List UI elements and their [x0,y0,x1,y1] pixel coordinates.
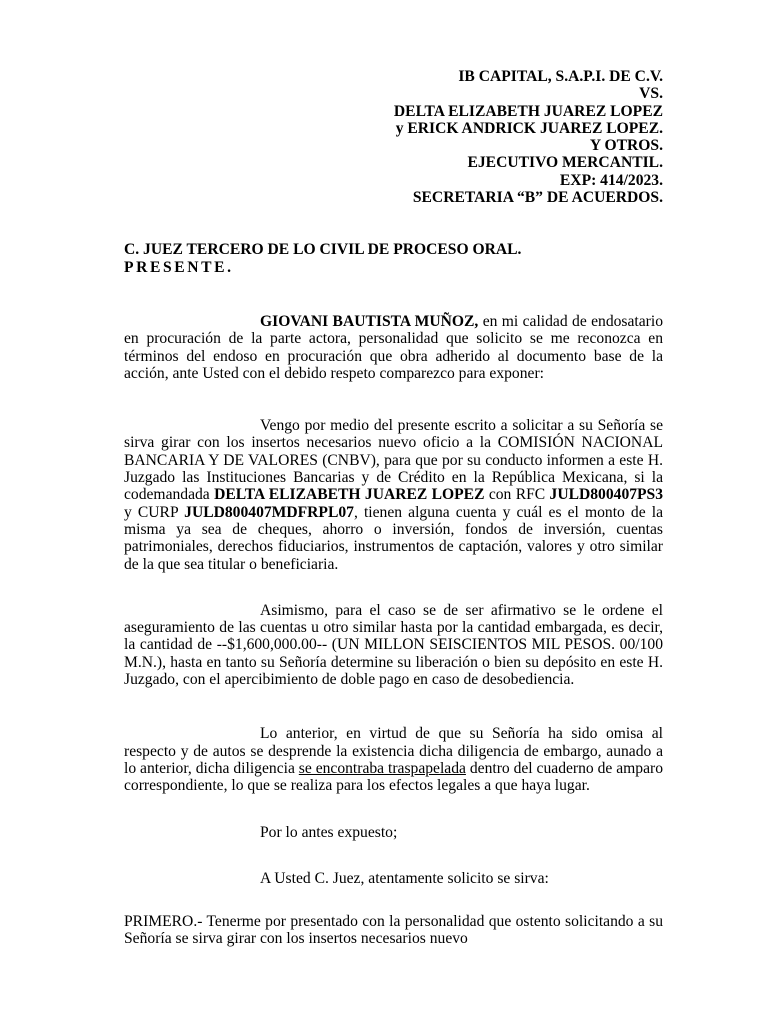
request-text-1: Vengo por medio del presente escrito a solicitar a su Señoría se sirva girar con los insertos necesarios nuevo oficio a la COMISIÓN NACIONAL BANCARIA Y DE VALORES (CNBV), para que por su conducto informen a este H. Juzgado las Instituciones Bancarias y de Crédito en la República Mexicana, si la codemandada [124,417,663,504]
caption-file-number: EXP: 414/2023. [559,171,663,189]
underlined-phrase: se encontraba traspapelada [298,759,466,777]
intro-text: en mi calidad de endosatario en procuración de la parte actora, personalidad que solicito se me reconozca en términos del endoso en procuración que obra adherido al documento base de la acción, ante Usted con el debido respeto comparezco para exponer: [124,312,663,382]
caption-others: Y OTROS. [589,137,663,155]
caption-proceeding: EJECUTIVO MERCANTIL. [467,154,663,172]
primero-paragraph: PRIMERO.- Tenerme por presentado con la personalidad que ostento solicitando a su Señoría se sirva girar con los insertos necesarios nuevo [124,913,663,948]
solicito-line: A Usted C. Juez, atentamente solicito se sirva: [260,869,549,887]
attorney-name: GIOVANI BAUTISTA MUÑOZ, [260,312,479,330]
case-caption [124,68,663,206]
addressee-judge: C. JUEZ TERCERO DE LO CIVIL DE PROCESO ORAL. [124,241,522,259]
caption-defendant-1: DELTA ELIZABETH JUAREZ LOPEZ [393,102,663,120]
addressee-presente: PRESENTE. [124,258,234,276]
request-text-4: , tienen alguna cuenta y cuál es el monto de la misma ya sea de cheques, ahorro o inversión, fondos de inversión, cuentas patrimoniales, derechos fiduciarios, instrumentos de captación, valores y otro similar de la que sea titular o beneficiaria. [124,503,663,573]
document-page [124,68,663,948]
caption-defendant-2: y ERICK ANDRICK JUAREZ LOPEZ. [395,119,663,137]
caption-plaintiff: IB CAPITAL, S.A.P.I. DE C.V. [458,68,663,85]
curp-value: JULD800407MDFRPL07 [184,503,354,521]
caption-secretariat: SECRETARIA “B” DE ACUERDOS. [412,189,663,207]
addressee [124,241,663,276]
rfc-value: JULD800407PS3 [549,486,664,504]
expuesto-line: Por lo antes expuesto; [260,823,398,841]
anterior-text-1: Lo anterior, en virtud de que su Señoría ha sido omisa al respecto y de autos se desprende la existencia dicha diligencia de embargo, aunado a lo anterior, dicha diligencia [124,725,663,777]
defendant-name: DELTA ELIZABETH JUAREZ LOPEZ [214,486,485,504]
request-text-3: y CURP [124,503,185,521]
anterior-text-2: dentro del cuaderno de amparo correspondiente, lo que se realiza para los efectos legales a que haya lugar. [124,759,663,795]
request-paragraph [124,417,663,573]
caption-versus: VS. [639,85,663,103]
anterior-paragraph [124,725,663,794]
asimismo-paragraph: Asimismo, para el caso se de ser afirmativo se le ordene el aseguramiento de las cuentas u otro similar hasta por la cantidad embargada, es decir, la cantidad de --$1,600,000.00-- (UN MILLON SEISCIENTOS MIL PESOS. 00/100 M.N.), hasta en tanto su Señoría determine su liberación o bien su depósito en este H. Juzgado, con el apercibimiento de doble pago en caso de desobediencia. [124,601,663,689]
intro-paragraph [124,313,663,382]
request-text-2: con RFC [484,486,550,504]
